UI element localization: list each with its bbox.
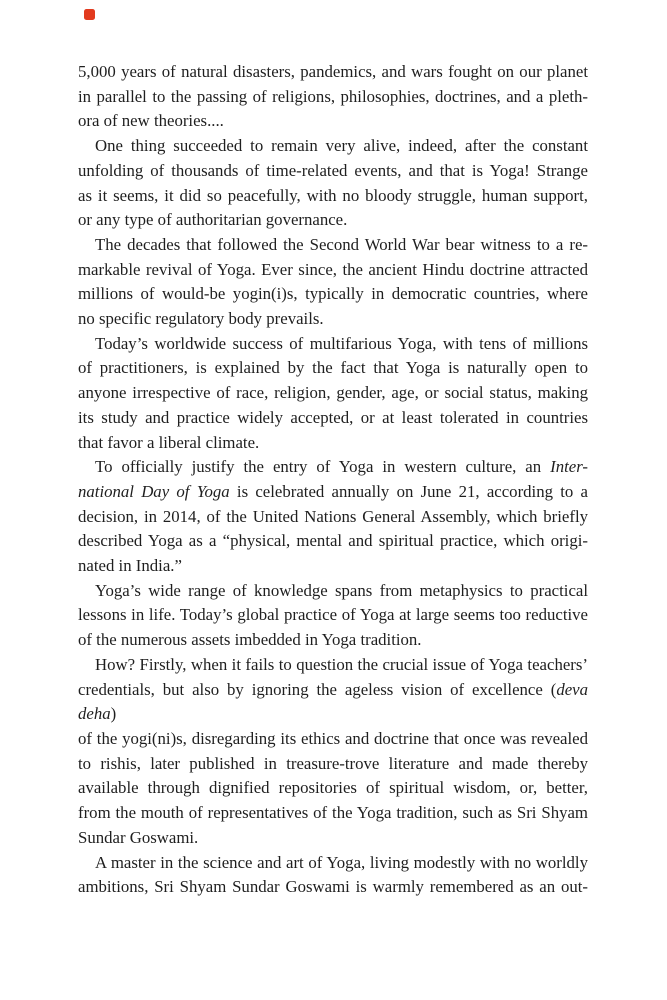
text-line xyxy=(78,678,588,727)
text-line xyxy=(78,85,588,110)
text-line xyxy=(78,603,588,628)
text-run: no specific regulatory body prevails. xyxy=(78,309,324,329)
text-run: ora of new theories.... xyxy=(78,111,224,131)
text-run: to rishis, later published in treasure-trove literature and made thereby xyxy=(78,753,588,773)
text-run: millions of would-be yogin(i)s, typically in democratic countries, where xyxy=(78,284,588,304)
red-location-marker xyxy=(84,9,95,20)
text-run: described Yoga as a “physical, mental and spiritual practice, which origi- xyxy=(78,531,588,551)
text-line xyxy=(78,431,588,456)
italic-text-run: Inter- xyxy=(550,457,588,477)
text-line xyxy=(78,406,588,431)
text-line xyxy=(78,727,588,752)
text-line xyxy=(78,653,588,678)
text-run: A master in the science and art of Yoga, living modestly with no worldly xyxy=(95,852,588,872)
text-run: How? Firstly, when it fails to question the crucial issue of Yoga teachers’ xyxy=(95,654,588,674)
text-line xyxy=(78,851,588,876)
paragraph xyxy=(78,134,588,233)
text-run: that favor a liberal climate. xyxy=(78,432,260,452)
text-line xyxy=(78,826,588,851)
text-line xyxy=(78,258,588,283)
text-line xyxy=(78,801,588,826)
text-line xyxy=(78,109,588,134)
italic-text-run: national Day of Yoga xyxy=(78,481,230,501)
text-run: is celebrated annually on June 21, according to a xyxy=(229,481,588,501)
text-line xyxy=(78,282,588,307)
text-run: Yoga’s wide range of knowledge spans from metaphysics to practical xyxy=(95,580,588,600)
text-run: of practitioners, is explained by the fact that Yoga is naturally open to xyxy=(78,358,588,378)
paragraph xyxy=(78,455,588,579)
paragraph xyxy=(78,851,588,900)
text-run: available through dignified repositories of spiritual wisdom, or, better, xyxy=(78,778,588,798)
text-run: To officially justify the entry of Yoga in western culture, an xyxy=(95,457,551,477)
text-line xyxy=(78,356,588,381)
text-line xyxy=(78,159,588,184)
paragraph xyxy=(78,579,588,653)
paragraph xyxy=(78,653,588,851)
text-line xyxy=(78,60,588,85)
text-run: ) xyxy=(110,704,117,724)
text-line xyxy=(78,579,588,604)
page-text xyxy=(78,60,588,900)
paragraph xyxy=(78,60,588,134)
text-run: as it seems, it did so peacefully, with no bloody struggle, human support, xyxy=(78,185,588,205)
text-line xyxy=(78,208,588,233)
text-run: lessons in life. Today’s global practice of Yoga at large seems too reductive xyxy=(78,605,588,625)
text-line xyxy=(78,875,588,900)
text-line xyxy=(78,381,588,406)
text-run: of the yogi(ni)s, disregarding its ethics and doctrine that once was revealed xyxy=(78,728,588,748)
text-run: The decades that followed the Second World War bear witness to a re- xyxy=(95,234,588,254)
text-line xyxy=(78,505,588,530)
text-run: decision, in 2014, of the United Nations General Assembly, which briefly xyxy=(78,506,588,526)
text-run: markable revival of Yoga. Ever since, the ancient Hindu doctrine attracted xyxy=(78,259,588,279)
text-line xyxy=(78,554,588,579)
text-line xyxy=(78,184,588,209)
text-line xyxy=(78,134,588,159)
text-run: its study and practice widely accepted, or at least tolerated in countries xyxy=(78,407,588,427)
paragraph xyxy=(78,332,588,456)
text-run: Sundar Goswami. xyxy=(78,827,199,847)
text-run: Today’s worldwide success of multifarious Yoga, with tens of millions xyxy=(95,333,588,353)
text-line xyxy=(78,628,588,653)
text-run: in parallel to the passing of religions, philosophies, doctrines, and a pleth- xyxy=(78,86,588,106)
text-run: credentials, but also by ignoring the ageless vision of excellence ( xyxy=(78,679,557,699)
text-line xyxy=(78,455,588,480)
paragraph xyxy=(78,233,588,332)
text-run: ambitions, Sri Shyam Sundar Goswami is warmly remembered as an out- xyxy=(78,877,588,897)
text-line xyxy=(78,332,588,357)
italic-text-run: deva deha xyxy=(78,679,588,724)
text-run: unfolding of thousands of time-related events, and that is Yoga! Strange xyxy=(78,160,588,180)
text-run: One thing succeeded to remain very alive, indeed, after the constant xyxy=(95,136,588,156)
text-run: anyone irrespective of race, religion, gender, age, or social status, making xyxy=(78,383,588,403)
text-line xyxy=(78,480,588,505)
text-run: or any type of authoritarian governance. xyxy=(78,210,348,230)
text-line xyxy=(78,776,588,801)
text-line xyxy=(78,233,588,258)
text-run: from the mouth of representatives of the Yoga tradition, such as Sri Shyam xyxy=(78,803,588,823)
text-run: nated in India.” xyxy=(78,556,182,576)
text-line xyxy=(78,752,588,777)
text-line xyxy=(78,529,588,554)
text-line xyxy=(78,307,588,332)
text-run: 5,000 years of natural disasters, pandemics, and wars fought on our planet xyxy=(78,62,588,81)
text-run: of the numerous assets imbedded in Yoga tradition. xyxy=(78,630,422,650)
